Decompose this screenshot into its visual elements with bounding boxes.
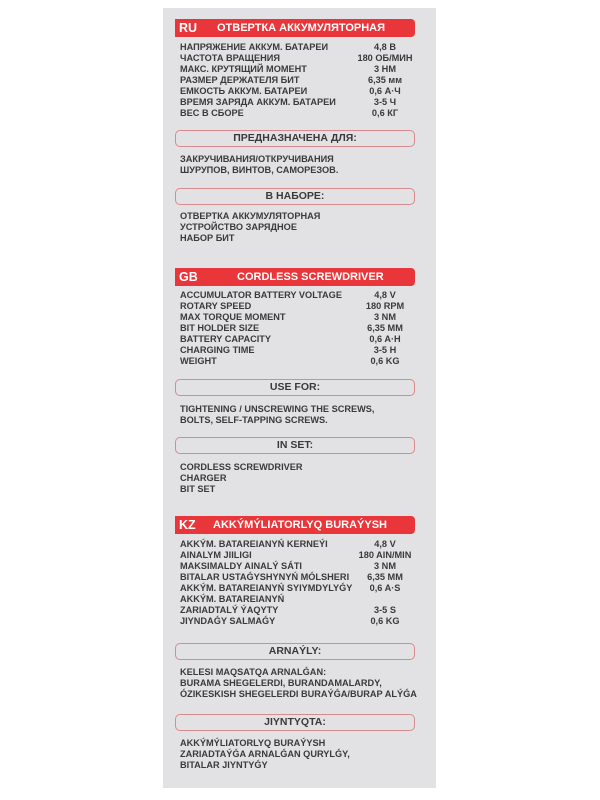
spec-value: 6,35 MM bbox=[367, 323, 403, 333]
spec-row bbox=[180, 583, 420, 594]
spec-label: НАПРЯЖЕНИЕ АККУМ. БАТАРЕИ bbox=[180, 42, 329, 52]
text-line: CHARGER bbox=[180, 473, 227, 483]
spec-value: 0,6 A·H bbox=[369, 334, 401, 344]
spec-label: AKKÝM. BATAREIANYŃ SYIYMDYLYǴY bbox=[180, 583, 353, 593]
spec-value: 180 ОБ/МИН bbox=[357, 53, 413, 63]
text-line: KELESI MAQSATQA ARNALǴAN: bbox=[180, 667, 327, 677]
spec-row bbox=[180, 75, 420, 86]
in-set-list bbox=[180, 211, 430, 244]
spec-label: AINALYM JIILIGI bbox=[180, 550, 252, 560]
spec-value: 0,6 КГ bbox=[371, 108, 399, 118]
spec-label: JIYNDAǴY SALMAǴY bbox=[180, 616, 276, 626]
use-for-text bbox=[180, 404, 430, 426]
spec-value: 4,8 V bbox=[374, 290, 396, 300]
spec-row bbox=[180, 616, 420, 627]
spec-value: 3 NM bbox=[374, 561, 396, 571]
use-for-heading: ARNAÝLY: bbox=[175, 643, 415, 660]
spec-value: 6,35 MM bbox=[367, 572, 403, 582]
text-line: ШУРУПОВ, ВИНТОВ, САМОРЕЗОВ. bbox=[180, 165, 339, 175]
spec-value: 3 NM bbox=[374, 312, 396, 322]
instruction-card bbox=[163, 8, 436, 788]
spec-value: 0,6 KG bbox=[370, 356, 400, 366]
spec-row bbox=[180, 290, 420, 301]
spec-row bbox=[180, 42, 420, 53]
spec-label: MAX TORQUE MOMENT bbox=[180, 312, 286, 322]
section-header-bar bbox=[175, 19, 415, 37]
spec-row bbox=[180, 539, 420, 550]
use-for-heading: ПРЕДНАЗНАЧЕНА ДЛЯ: bbox=[175, 130, 415, 147]
text-line: ÓZIKESKISH SHEGELERDI BURAÝǴA/BURAP ALÝǴA bbox=[180, 689, 417, 699]
text-line: УСТРОЙСТВО ЗАРЯДНОЕ bbox=[180, 222, 297, 232]
spec-row bbox=[180, 572, 420, 583]
text-line: ЗАКРУЧИВАНИЯ/ОТКРУЧИВАНИЯ bbox=[180, 154, 334, 164]
text-line: CORDLESS SCREWDRIVER bbox=[180, 462, 303, 472]
in-set-heading: IN SET: bbox=[175, 437, 415, 454]
spec-value: 4,8 V bbox=[374, 539, 396, 549]
text-line: BITALAR JIYNTYǴY bbox=[180, 760, 268, 770]
text-line: BURAMA SHEGELERDI, BURANDAMALARDY, bbox=[180, 678, 382, 688]
language-code: KZ bbox=[179, 518, 196, 532]
product-title: CORDLESS SCREWDRIVER bbox=[237, 271, 384, 283]
spec-value: 0,6 A·S bbox=[369, 583, 401, 593]
text-line: TIGHTENING / UNSCREWING THE SCREWS, bbox=[180, 404, 375, 414]
spec-label: ЕМКОСТЬ АККУМ. БАТАРЕИ bbox=[180, 86, 308, 96]
use-for-heading: USE FOR: bbox=[175, 379, 415, 396]
spec-label: BATTERY CAPACITY bbox=[180, 334, 272, 344]
product-title: ОТВЕРТКА АККУМУЛЯТОРНАЯ bbox=[217, 22, 386, 34]
spec-label: BIT HOLDER SIZE bbox=[180, 323, 260, 333]
spec-label: ZARIADTALÝ ÝAQYTY bbox=[180, 605, 279, 615]
language-code: RU bbox=[179, 21, 198, 35]
spec-label: AKKÝM. BATAREIANYŃ KERNEÝI bbox=[180, 539, 328, 549]
spec-row bbox=[180, 356, 420, 367]
spec-row bbox=[180, 594, 420, 605]
spec-row bbox=[180, 64, 420, 75]
spec-value: 180 RPM bbox=[365, 301, 405, 311]
spec-row bbox=[180, 301, 420, 312]
spec-row bbox=[180, 334, 420, 345]
spec-value: 6,35 мм bbox=[367, 75, 403, 85]
text-line: ZARIADTAÝǴA ARNALǴAN QURYLǴY, bbox=[180, 749, 350, 759]
spec-label: MAKSIMALDY AINALÝ SÁTI bbox=[180, 561, 302, 571]
text-line: ОТВЕРТКА АККУМУЛЯТОРНАЯ bbox=[180, 211, 321, 221]
text-line: НАБОР БИТ bbox=[180, 233, 235, 243]
spec-row bbox=[180, 550, 420, 561]
spec-row bbox=[180, 312, 420, 323]
spec-label: МАКС. КРУТЯЩИЙ МОМЕНТ bbox=[180, 64, 307, 74]
spec-label: AKKÝM. BATAREIANYŃ bbox=[180, 594, 285, 604]
in-set-heading: JIYNTYQTA: bbox=[175, 714, 415, 731]
spec-label: ЧАСТОТА ВРАЩЕНИЯ bbox=[180, 53, 280, 63]
spec-value: 3-5 S bbox=[374, 605, 396, 615]
spec-row bbox=[180, 53, 420, 64]
spec-value: 0,6 А·Ч bbox=[369, 86, 401, 96]
spec-label: WEIGHT bbox=[180, 356, 217, 366]
spec-label: CHARGING TIME bbox=[180, 345, 255, 355]
spec-value: 3 НМ bbox=[374, 64, 396, 74]
spec-value: 0,6 KG bbox=[370, 616, 400, 626]
text-line: BIT SET bbox=[180, 484, 216, 494]
product-title: AKKÝMÝLIATORLYQ BURAÝYSH bbox=[213, 519, 387, 531]
spec-value: 180 AIN/MIN bbox=[358, 550, 412, 560]
spec-value: 4,8 В bbox=[374, 42, 396, 52]
spec-label: ACCUMULATOR BATTERY VOLTAGE bbox=[180, 290, 342, 300]
spec-label: ВРЕМЯ ЗАРЯДА АККУМ. БАТАРЕИ bbox=[180, 97, 336, 107]
section-header-bar bbox=[175, 268, 415, 286]
spec-value: 3-5 Ч bbox=[373, 97, 397, 107]
use-for-text bbox=[180, 154, 430, 176]
spec-row bbox=[180, 605, 420, 616]
text-line: BOLTS, SELF-TAPPING SCREWS. bbox=[180, 415, 328, 425]
use-for-text bbox=[180, 667, 430, 700]
spec-value: 3-5 H bbox=[373, 345, 397, 355]
in-set-list bbox=[180, 462, 430, 495]
spec-row bbox=[180, 108, 420, 119]
spec-label: ВЕС В СБОРЕ bbox=[180, 108, 244, 118]
spec-label: BITALAR USTAǴYSHYNYŃ MÓLSHERI bbox=[180, 572, 350, 582]
language-code: GB bbox=[179, 270, 198, 284]
in-set-list bbox=[180, 738, 430, 771]
text-line: AKKÝMÝLIATORLYQ BURAÝYSH bbox=[180, 738, 326, 748]
spec-row bbox=[180, 561, 420, 572]
spec-row bbox=[180, 323, 420, 334]
spec-row bbox=[180, 345, 420, 356]
section-header-bar bbox=[175, 516, 415, 534]
spec-label: ROTARY SPEED bbox=[180, 301, 252, 311]
spec-row bbox=[180, 86, 420, 97]
in-set-heading: В НАБОРЕ: bbox=[175, 188, 415, 205]
spec-label: РАЗМЕР ДЕРЖАТЕЛЯ БИТ bbox=[180, 75, 300, 85]
spec-row bbox=[180, 97, 420, 108]
